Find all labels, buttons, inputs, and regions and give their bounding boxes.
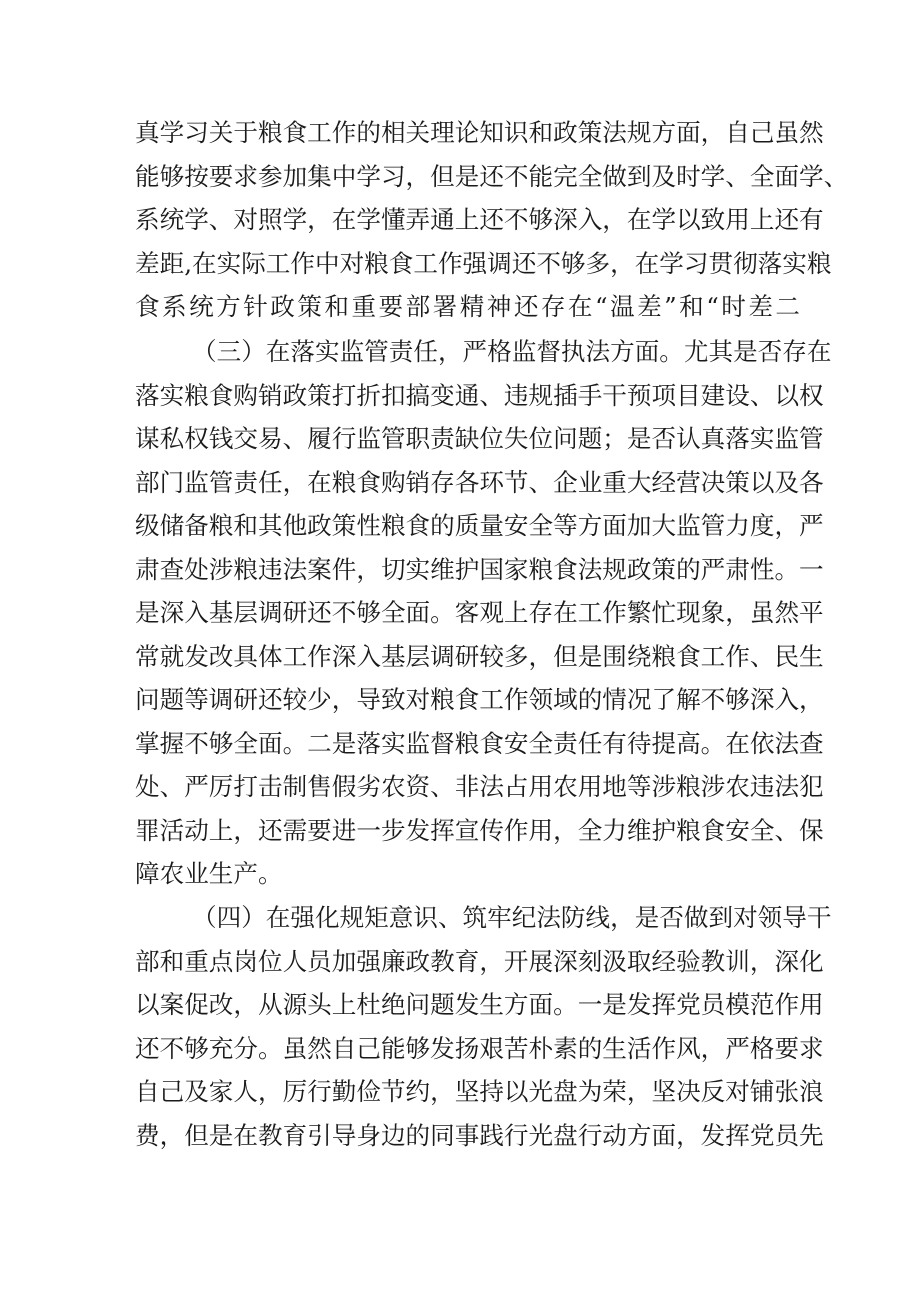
text-line: 还不够充分。虽然自己能够发扬艰苦朴素的生活作风，严格要求 xyxy=(135,1033,824,1063)
text-line: 肃查处涉粮违法案件，切实维护国家粮食法规政策的严肃性。一 xyxy=(135,554,824,584)
text-line: 部门监管责任，在粮食购销存各环节、企业重大经营决策以及各 xyxy=(135,467,824,497)
text-line: 处、严厉打击制售假劣农资、非法占用农用地等涉粮涉农违法犯 xyxy=(135,772,824,801)
text-line: 系统学、对照学，在学懂弄通上还不够深入，在学以致用上还有 xyxy=(135,205,824,234)
text-line: 级储备粮和其他政策性粮食的质量安全等方面加大监管力度，严 xyxy=(135,511,824,540)
text-line: 问题等调研还较少，导致对粮食工作领域的情况了解不够深入， xyxy=(135,685,824,714)
text-line: 真学习关于粮食工作的相关理论知识和政策法规方面，自己虽然 xyxy=(135,118,824,147)
text-line: 差距,在实际工作中对粮食工作强调还不够多，在学习贯彻落实粮 xyxy=(135,248,832,278)
paragraph-heading-line: （三）在落实监管责任，严格监督执法方面。尤其是否存在 xyxy=(192,337,832,366)
text-line: 是深入基层调研还不够全面。客观上存在工作繁忙现象，虽然平 xyxy=(135,598,824,627)
paragraph-discipline xyxy=(135,896,832,1157)
paragraph-heading-line: （四）在强化规矩意识、筑牢纪法防线，是否做到对领导干 xyxy=(192,903,832,932)
text-line: 自己及家人，厉行勤俭节约，坚持以光盘为荣，坚决反对铺张浪 xyxy=(135,1077,824,1106)
text-line: 落实粮食购销政策打折扣搞变通、违规插手干预项目建设、以权 xyxy=(135,380,824,410)
text-line: 能够按要求参加集中学习，但是还不能完全做到及时学、全面学、 xyxy=(135,161,849,191)
text-line: 费，但是在教育引导身边的同事践行光盘行动方面，发挥党员先 xyxy=(135,1120,824,1150)
text-line: 障农业生产。 xyxy=(135,859,283,888)
text-line: 掌握不够全面。二是落实监督粮食安全责任有待提高。在依法查 xyxy=(135,728,824,758)
paragraph-study xyxy=(135,111,849,329)
text-line: 以案促改，从源头上杜绝问题发生方面。一是发挥党员模范作用 xyxy=(135,990,824,1019)
text-line: 常就发改具体工作深入基层调研较多，但是围绕粮食工作、民生 xyxy=(135,641,824,671)
text-line: 食系统方针政策和重要部署精神还存在“温差”和“时差二 xyxy=(135,292,800,321)
paragraph-supervision xyxy=(135,330,832,896)
text-line: 罪活动上，还需要进一步发挥宣传作用，全力维护粮食安全、保 xyxy=(135,815,824,845)
text-line: 部和重点岗位人员加强廉政教育，开展深刻汲取经验教训，深化 xyxy=(135,946,824,976)
text-line: 谋私权钱交易、履行监管职责缺位失位问题；是否认真落实监管 xyxy=(135,424,824,453)
